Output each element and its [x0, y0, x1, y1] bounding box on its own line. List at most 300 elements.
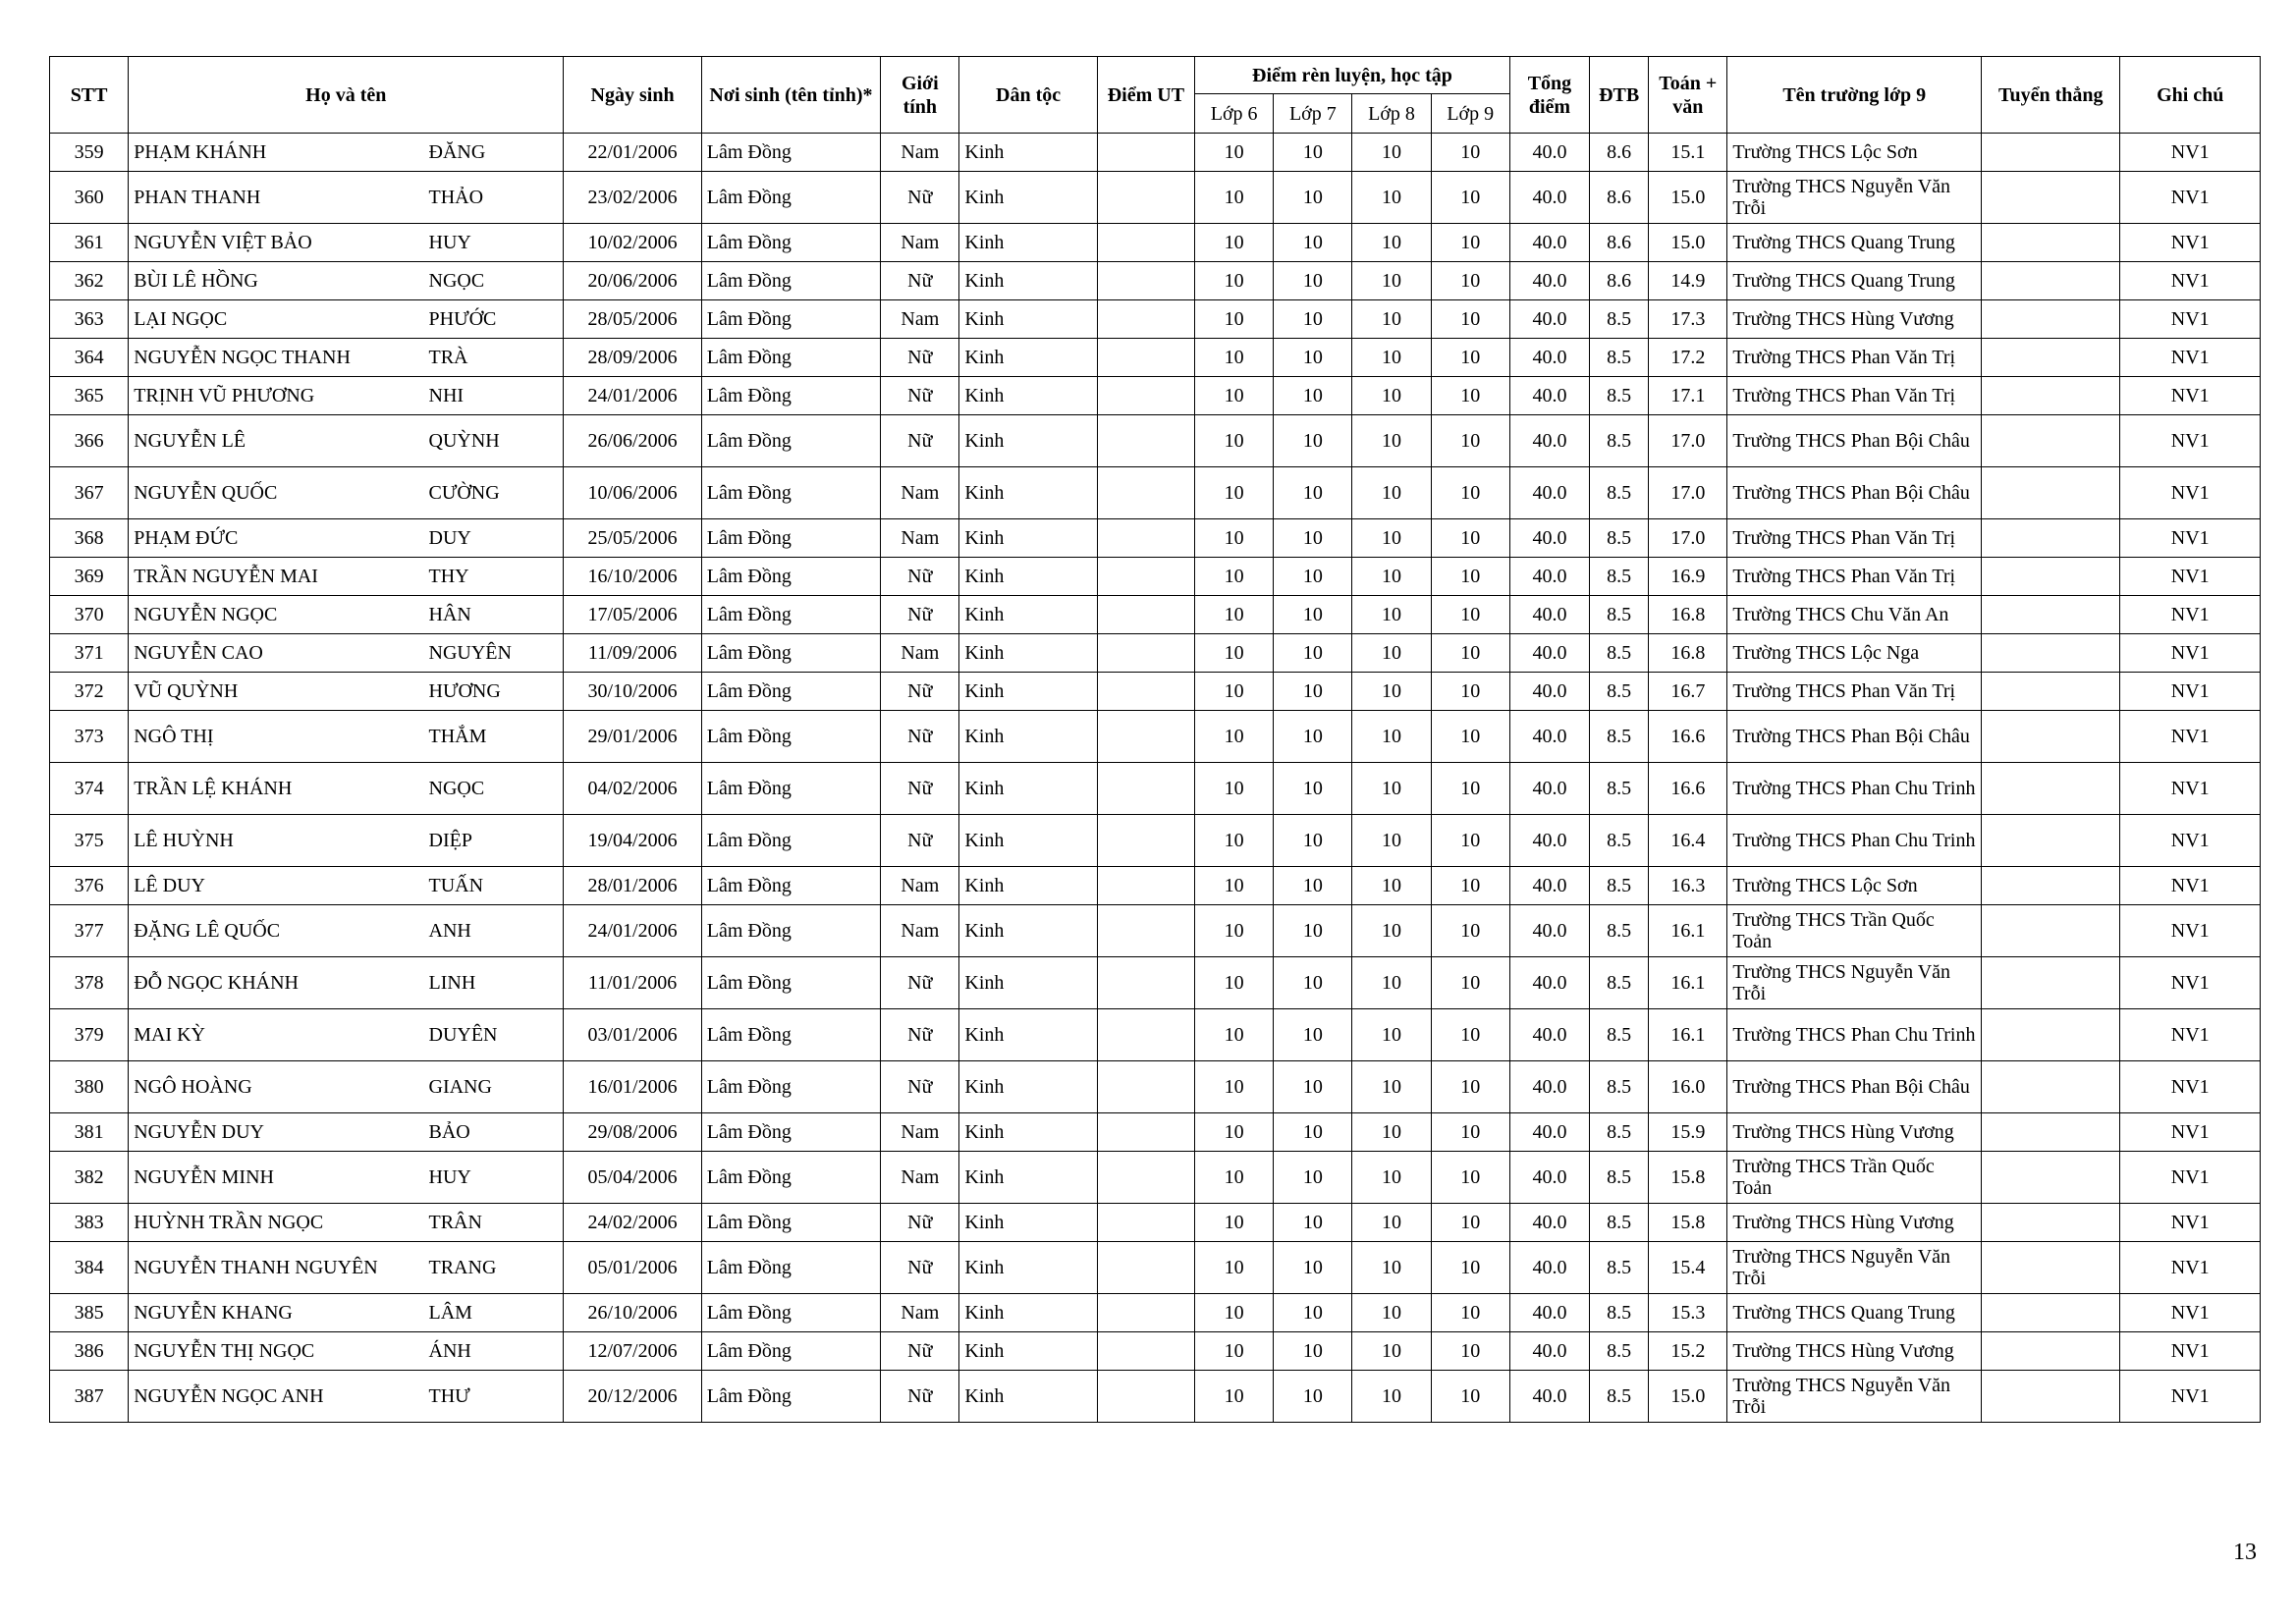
cell-grade-8: 10 — [1352, 905, 1431, 957]
cell-grade-9: 10 — [1431, 172, 1509, 224]
cell-grade-8: 10 — [1352, 134, 1431, 172]
cell-ethnicity: Kinh — [959, 300, 1097, 339]
cell-total: 40.0 — [1509, 415, 1589, 467]
cell-birthplace: Lâm Đồng — [701, 377, 880, 415]
cell-priority-score — [1097, 673, 1194, 711]
cell-last-name: NGUYỄN VIỆT BẢO — [129, 224, 424, 262]
cell-note: NV1 — [2120, 262, 2261, 300]
cell-grade-6: 10 — [1195, 558, 1274, 596]
cell-note: NV1 — [2120, 467, 2261, 519]
cell-gender: Nữ — [881, 1371, 959, 1423]
cell-average: 8.5 — [1590, 558, 1649, 596]
cell-total: 40.0 — [1509, 300, 1589, 339]
cell-gender: Nam — [881, 519, 959, 558]
cell-grade-8: 10 — [1352, 1371, 1431, 1423]
cell-total: 40.0 — [1509, 1061, 1589, 1113]
cell-first-name: TRÂN — [424, 1204, 564, 1242]
cell-grade-9: 10 — [1431, 134, 1509, 172]
cell-grade-7: 10 — [1274, 377, 1352, 415]
header-grade-7: Lớp 7 — [1274, 94, 1352, 134]
cell-birthplace: Lâm Đồng — [701, 519, 880, 558]
cell-grade-6: 10 — [1195, 1294, 1274, 1332]
cell-first-name: TUẤN — [424, 867, 564, 905]
cell-priority-score — [1097, 711, 1194, 763]
cell-grade-6: 10 — [1195, 224, 1274, 262]
cell-total: 40.0 — [1509, 1242, 1589, 1294]
cell-grade-6: 10 — [1195, 1371, 1274, 1423]
cell-grade-7: 10 — [1274, 300, 1352, 339]
cell-grade-6: 10 — [1195, 300, 1274, 339]
cell-last-name: BÙI LÊ HỒNG — [129, 262, 424, 300]
cell-dob: 10/02/2006 — [564, 224, 701, 262]
cell-grade-8: 10 — [1352, 519, 1431, 558]
cell-average: 8.5 — [1590, 815, 1649, 867]
cell-grade-7: 10 — [1274, 558, 1352, 596]
cell-grade-9: 10 — [1431, 1204, 1509, 1242]
cell-stt: 371 — [50, 634, 129, 673]
cell-average: 8.5 — [1590, 415, 1649, 467]
cell-average: 8.5 — [1590, 957, 1649, 1009]
cell-school: Trường THCS Phan Bội Châu — [1727, 467, 1982, 519]
cell-direct-admission — [1982, 519, 2120, 558]
table-row — [50, 957, 2261, 1009]
cell-first-name: LÂM — [424, 1294, 564, 1332]
cell-note: NV1 — [2120, 1113, 2261, 1152]
cell-priority-score — [1097, 1371, 1194, 1423]
cell-dob: 03/01/2006 — [564, 1009, 701, 1061]
cell-math-literature: 17.0 — [1649, 415, 1727, 467]
cell-grade-7: 10 — [1274, 519, 1352, 558]
cell-direct-admission — [1982, 711, 2120, 763]
cell-note: NV1 — [2120, 224, 2261, 262]
cell-grade-6: 10 — [1195, 415, 1274, 467]
cell-priority-score — [1097, 596, 1194, 634]
cell-birthplace: Lâm Đồng — [701, 763, 880, 815]
cell-dob: 16/01/2006 — [564, 1061, 701, 1113]
cell-direct-admission — [1982, 1061, 2120, 1113]
cell-ethnicity: Kinh — [959, 467, 1097, 519]
cell-school: Trường THCS Nguyễn Văn Trỗi — [1727, 1242, 1982, 1294]
cell-birthplace: Lâm Đồng — [701, 1242, 880, 1294]
cell-ethnicity: Kinh — [959, 1009, 1097, 1061]
cell-last-name: PHAN THANH — [129, 172, 424, 224]
cell-grade-6: 10 — [1195, 1009, 1274, 1061]
cell-grade-9: 10 — [1431, 558, 1509, 596]
cell-school: Trường THCS Nguyễn Văn Trỗi — [1727, 172, 1982, 224]
header-ethnicity: Dân tộc — [959, 57, 1097, 134]
cell-stt: 366 — [50, 415, 129, 467]
cell-average: 8.6 — [1590, 262, 1649, 300]
cell-grade-9: 10 — [1431, 1152, 1509, 1204]
header-average: ĐTB — [1590, 57, 1649, 134]
cell-math-literature: 15.3 — [1649, 1294, 1727, 1332]
table-row — [50, 763, 2261, 815]
cell-total: 40.0 — [1509, 519, 1589, 558]
cell-grade-6: 10 — [1195, 467, 1274, 519]
cell-average: 8.5 — [1590, 867, 1649, 905]
cell-total: 40.0 — [1509, 1371, 1589, 1423]
cell-gender: Nữ — [881, 558, 959, 596]
cell-first-name: GIANG — [424, 1061, 564, 1113]
cell-total: 40.0 — [1509, 1113, 1589, 1152]
cell-last-name: NGUYỄN THỊ NGỌC — [129, 1332, 424, 1371]
cell-last-name: NGUYỄN DUY — [129, 1113, 424, 1152]
cell-note: NV1 — [2120, 558, 2261, 596]
cell-grade-8: 10 — [1352, 1113, 1431, 1152]
header-birthplace: Nơi sinh (tên tỉnh)* — [701, 57, 880, 134]
cell-last-name: HUỲNH TRẦN NGỌC — [129, 1204, 424, 1242]
cell-priority-score — [1097, 1332, 1194, 1371]
page-number: 13 — [2233, 1540, 2257, 1565]
cell-grade-6: 10 — [1195, 815, 1274, 867]
cell-grade-6: 10 — [1195, 134, 1274, 172]
cell-average: 8.5 — [1590, 1242, 1649, 1294]
cell-direct-admission — [1982, 415, 2120, 467]
cell-stt: 364 — [50, 339, 129, 377]
cell-school: Trường THCS Quang Trung — [1727, 224, 1982, 262]
cell-grade-9: 10 — [1431, 815, 1509, 867]
cell-grade-8: 10 — [1352, 467, 1431, 519]
cell-grade-7: 10 — [1274, 1152, 1352, 1204]
header-grade-8: Lớp 8 — [1352, 94, 1431, 134]
cell-priority-score — [1097, 1152, 1194, 1204]
cell-ethnicity: Kinh — [959, 1204, 1097, 1242]
cell-grade-7: 10 — [1274, 1332, 1352, 1371]
cell-grade-9: 10 — [1431, 673, 1509, 711]
cell-priority-score — [1097, 558, 1194, 596]
cell-dob: 24/02/2006 — [564, 1204, 701, 1242]
cell-priority-score — [1097, 262, 1194, 300]
cell-last-name: LÊ DUY — [129, 867, 424, 905]
cell-grade-7: 10 — [1274, 815, 1352, 867]
cell-ethnicity: Kinh — [959, 711, 1097, 763]
cell-first-name: ĐĂNG — [424, 134, 564, 172]
table-row — [50, 519, 2261, 558]
table-row — [50, 415, 2261, 467]
cell-average: 8.6 — [1590, 172, 1649, 224]
cell-school: Trường THCS Phan Bội Châu — [1727, 415, 1982, 467]
cell-direct-admission — [1982, 134, 2120, 172]
cell-total: 40.0 — [1509, 224, 1589, 262]
cell-grade-8: 10 — [1352, 1204, 1431, 1242]
cell-birthplace: Lâm Đồng — [701, 558, 880, 596]
cell-note: NV1 — [2120, 1152, 2261, 1204]
cell-grade-8: 10 — [1352, 558, 1431, 596]
cell-note: NV1 — [2120, 1294, 2261, 1332]
cell-dob: 28/01/2006 — [564, 867, 701, 905]
cell-first-name: DUY — [424, 519, 564, 558]
cell-grade-7: 10 — [1274, 224, 1352, 262]
table-row — [50, 134, 2261, 172]
cell-priority-score — [1097, 1242, 1194, 1294]
cell-math-literature: 15.0 — [1649, 224, 1727, 262]
cell-average: 8.5 — [1590, 1061, 1649, 1113]
cell-grade-7: 10 — [1274, 1009, 1352, 1061]
cell-grade-6: 10 — [1195, 172, 1274, 224]
cell-direct-admission — [1982, 957, 2120, 1009]
cell-direct-admission — [1982, 673, 2120, 711]
cell-grade-7: 10 — [1274, 339, 1352, 377]
cell-grade-9: 10 — [1431, 224, 1509, 262]
cell-grade-8: 10 — [1352, 339, 1431, 377]
cell-gender: Nam — [881, 634, 959, 673]
cell-birthplace: Lâm Đồng — [701, 224, 880, 262]
cell-gender: Nữ — [881, 415, 959, 467]
cell-school: Trường THCS Phan Bội Châu — [1727, 711, 1982, 763]
cell-grade-8: 10 — [1352, 763, 1431, 815]
cell-math-literature: 14.9 — [1649, 262, 1727, 300]
cell-note: NV1 — [2120, 172, 2261, 224]
cell-stt: 361 — [50, 224, 129, 262]
table-row — [50, 224, 2261, 262]
header-math-literature: Toán + văn — [1649, 57, 1727, 134]
cell-ethnicity: Kinh — [959, 763, 1097, 815]
cell-priority-score — [1097, 1294, 1194, 1332]
cell-dob: 22/01/2006 — [564, 134, 701, 172]
cell-grade-6: 10 — [1195, 867, 1274, 905]
cell-priority-score — [1097, 134, 1194, 172]
cell-math-literature: 16.8 — [1649, 596, 1727, 634]
table-row — [50, 815, 2261, 867]
cell-average: 8.5 — [1590, 1204, 1649, 1242]
cell-grade-8: 10 — [1352, 377, 1431, 415]
cell-note: NV1 — [2120, 1009, 2261, 1061]
cell-stt: 363 — [50, 300, 129, 339]
cell-average: 8.5 — [1590, 634, 1649, 673]
cell-stt: 372 — [50, 673, 129, 711]
cell-ethnicity: Kinh — [959, 1242, 1097, 1294]
cell-grade-8: 10 — [1352, 673, 1431, 711]
cell-last-name: PHẠM ĐỨC — [129, 519, 424, 558]
cell-last-name: NGUYỄN KHANG — [129, 1294, 424, 1332]
cell-grade-6: 10 — [1195, 957, 1274, 1009]
cell-first-name: ÁNH — [424, 1332, 564, 1371]
cell-dob: 20/12/2006 — [564, 1371, 701, 1423]
cell-stt: 374 — [50, 763, 129, 815]
cell-grade-8: 10 — [1352, 1152, 1431, 1204]
cell-gender: Nam — [881, 867, 959, 905]
cell-gender: Nữ — [881, 262, 959, 300]
cell-math-literature: 16.8 — [1649, 634, 1727, 673]
cell-note: NV1 — [2120, 1242, 2261, 1294]
cell-total: 40.0 — [1509, 867, 1589, 905]
cell-total: 40.0 — [1509, 957, 1589, 1009]
cell-grade-9: 10 — [1431, 1294, 1509, 1332]
cell-gender: Nam — [881, 300, 959, 339]
cell-grade-7: 10 — [1274, 905, 1352, 957]
cell-math-literature: 15.0 — [1649, 1371, 1727, 1423]
cell-dob: 17/05/2006 — [564, 596, 701, 634]
cell-birthplace: Lâm Đồng — [701, 1204, 880, 1242]
cell-gender: Nam — [881, 224, 959, 262]
cell-birthplace: Lâm Đồng — [701, 1061, 880, 1113]
cell-gender: Nữ — [881, 1332, 959, 1371]
cell-total: 40.0 — [1509, 905, 1589, 957]
cell-grade-8: 10 — [1352, 596, 1431, 634]
cell-school: Trường THCS Hùng Vương — [1727, 1113, 1982, 1152]
cell-average: 8.5 — [1590, 467, 1649, 519]
cell-total: 40.0 — [1509, 596, 1589, 634]
cell-priority-score — [1097, 763, 1194, 815]
cell-average: 8.5 — [1590, 1009, 1649, 1061]
cell-first-name: NGUYÊN — [424, 634, 564, 673]
cell-birthplace: Lâm Đồng — [701, 1152, 880, 1204]
cell-dob: 24/01/2006 — [564, 377, 701, 415]
header-direct-admission: Tuyển thẳng — [1982, 57, 2120, 134]
cell-dob: 16/10/2006 — [564, 558, 701, 596]
cell-grade-6: 10 — [1195, 1204, 1274, 1242]
cell-school: Trường THCS Chu Văn An — [1727, 596, 1982, 634]
cell-birthplace: Lâm Đồng — [701, 957, 880, 1009]
cell-direct-admission — [1982, 596, 2120, 634]
cell-stt: 362 — [50, 262, 129, 300]
cell-first-name: PHƯỚC — [424, 300, 564, 339]
cell-dob: 29/08/2006 — [564, 1113, 701, 1152]
cell-school: Trường THCS Phan Bội Châu — [1727, 1061, 1982, 1113]
cell-math-literature: 15.8 — [1649, 1204, 1727, 1242]
cell-math-literature: 16.1 — [1649, 1009, 1727, 1061]
cell-last-name: TRẦN LỆ KHÁNH — [129, 763, 424, 815]
cell-ethnicity: Kinh — [959, 172, 1097, 224]
cell-note: NV1 — [2120, 1332, 2261, 1371]
cell-grade-8: 10 — [1352, 957, 1431, 1009]
cell-ethnicity: Kinh — [959, 634, 1097, 673]
cell-direct-admission — [1982, 558, 2120, 596]
cell-stt: 384 — [50, 1242, 129, 1294]
cell-average: 8.5 — [1590, 339, 1649, 377]
cell-priority-score — [1097, 957, 1194, 1009]
table-row — [50, 262, 2261, 300]
cell-last-name: VŨ QUỲNH — [129, 673, 424, 711]
cell-school: Trường THCS Trần Quốc Toản — [1727, 1152, 1982, 1204]
cell-school: Trường THCS Lộc Sơn — [1727, 867, 1982, 905]
header-conduct-group: Điểm rèn luyện, học tập — [1195, 57, 1510, 94]
cell-gender: Nam — [881, 1113, 959, 1152]
cell-gender: Nữ — [881, 673, 959, 711]
cell-math-literature: 15.4 — [1649, 1242, 1727, 1294]
cell-first-name: NGỌC — [424, 763, 564, 815]
cell-school: Trường THCS Hùng Vương — [1727, 300, 1982, 339]
cell-grade-9: 10 — [1431, 1371, 1509, 1423]
cell-gender: Nữ — [881, 1009, 959, 1061]
cell-direct-admission — [1982, 1242, 2120, 1294]
cell-priority-score — [1097, 1061, 1194, 1113]
cell-last-name: NGÔ THỊ — [129, 711, 424, 763]
cell-priority-score — [1097, 867, 1194, 905]
table-row — [50, 1113, 2261, 1152]
cell-grade-7: 10 — [1274, 415, 1352, 467]
cell-first-name: NHI — [424, 377, 564, 415]
cell-first-name: HÂN — [424, 596, 564, 634]
cell-grade-7: 10 — [1274, 596, 1352, 634]
cell-direct-admission — [1982, 867, 2120, 905]
cell-last-name: ĐẶNG LÊ QUỐC — [129, 905, 424, 957]
cell-grade-6: 10 — [1195, 339, 1274, 377]
header-grade-6: Lớp 6 — [1195, 94, 1274, 134]
cell-school: Trường THCS Phan Chu Trinh — [1727, 763, 1982, 815]
cell-ethnicity: Kinh — [959, 596, 1097, 634]
cell-total: 40.0 — [1509, 377, 1589, 415]
cell-direct-admission — [1982, 634, 2120, 673]
cell-ethnicity: Kinh — [959, 415, 1097, 467]
header-name: Họ và tên — [129, 57, 564, 134]
cell-note: NV1 — [2120, 1061, 2261, 1113]
table-row — [50, 673, 2261, 711]
cell-direct-admission — [1982, 905, 2120, 957]
cell-note: NV1 — [2120, 634, 2261, 673]
cell-ethnicity: Kinh — [959, 905, 1097, 957]
cell-ethnicity: Kinh — [959, 262, 1097, 300]
header-stt: STT — [50, 57, 129, 134]
header-dob: Ngày sinh — [564, 57, 701, 134]
cell-math-literature: 17.1 — [1649, 377, 1727, 415]
cell-direct-admission — [1982, 224, 2120, 262]
cell-note: NV1 — [2120, 596, 2261, 634]
cell-grade-9: 10 — [1431, 339, 1509, 377]
cell-first-name: QUỲNH — [424, 415, 564, 467]
table-row — [50, 905, 2261, 957]
cell-direct-admission — [1982, 1204, 2120, 1242]
cell-priority-score — [1097, 224, 1194, 262]
cell-stt: 386 — [50, 1332, 129, 1371]
cell-grade-8: 10 — [1352, 867, 1431, 905]
cell-note: NV1 — [2120, 763, 2261, 815]
cell-grade-9: 10 — [1431, 1242, 1509, 1294]
cell-grade-9: 10 — [1431, 634, 1509, 673]
cell-grade-8: 10 — [1352, 262, 1431, 300]
cell-grade-7: 10 — [1274, 172, 1352, 224]
cell-dob: 05/01/2006 — [564, 1242, 701, 1294]
cell-last-name: NGUYỄN THANH NGUYÊN — [129, 1242, 424, 1294]
cell-dob: 29/01/2006 — [564, 711, 701, 763]
cell-dob: 24/01/2006 — [564, 905, 701, 957]
cell-average: 8.5 — [1590, 1332, 1649, 1371]
cell-math-literature: 15.8 — [1649, 1152, 1727, 1204]
cell-birthplace: Lâm Đồng — [701, 1371, 880, 1423]
cell-stt: 360 — [50, 172, 129, 224]
cell-average: 8.5 — [1590, 519, 1649, 558]
cell-grade-9: 10 — [1431, 467, 1509, 519]
cell-birthplace: Lâm Đồng — [701, 1009, 880, 1061]
cell-school: Trường THCS Hùng Vương — [1727, 1204, 1982, 1242]
cell-birthplace: Lâm Đồng — [701, 905, 880, 957]
table-row — [50, 558, 2261, 596]
cell-birthplace: Lâm Đồng — [701, 415, 880, 467]
table-row — [50, 634, 2261, 673]
cell-school: Trường THCS Phan Văn Trị — [1727, 673, 1982, 711]
cell-grade-6: 10 — [1195, 1152, 1274, 1204]
cell-total: 40.0 — [1509, 634, 1589, 673]
cell-grade-6: 10 — [1195, 1061, 1274, 1113]
cell-first-name: ANH — [424, 905, 564, 957]
table-row — [50, 300, 2261, 339]
cell-total: 40.0 — [1509, 1332, 1589, 1371]
cell-priority-score — [1097, 467, 1194, 519]
cell-note: NV1 — [2120, 377, 2261, 415]
cell-dob: 10/06/2006 — [564, 467, 701, 519]
cell-grade-8: 10 — [1352, 172, 1431, 224]
table-body — [50, 134, 2261, 1423]
cell-total: 40.0 — [1509, 711, 1589, 763]
cell-priority-score — [1097, 1009, 1194, 1061]
cell-direct-admission — [1982, 262, 2120, 300]
cell-average: 8.6 — [1590, 224, 1649, 262]
cell-gender: Nữ — [881, 763, 959, 815]
cell-gender: Nữ — [881, 1061, 959, 1113]
cell-grade-6: 10 — [1195, 596, 1274, 634]
cell-last-name: LÊ HUỲNH — [129, 815, 424, 867]
cell-grade-8: 10 — [1352, 634, 1431, 673]
